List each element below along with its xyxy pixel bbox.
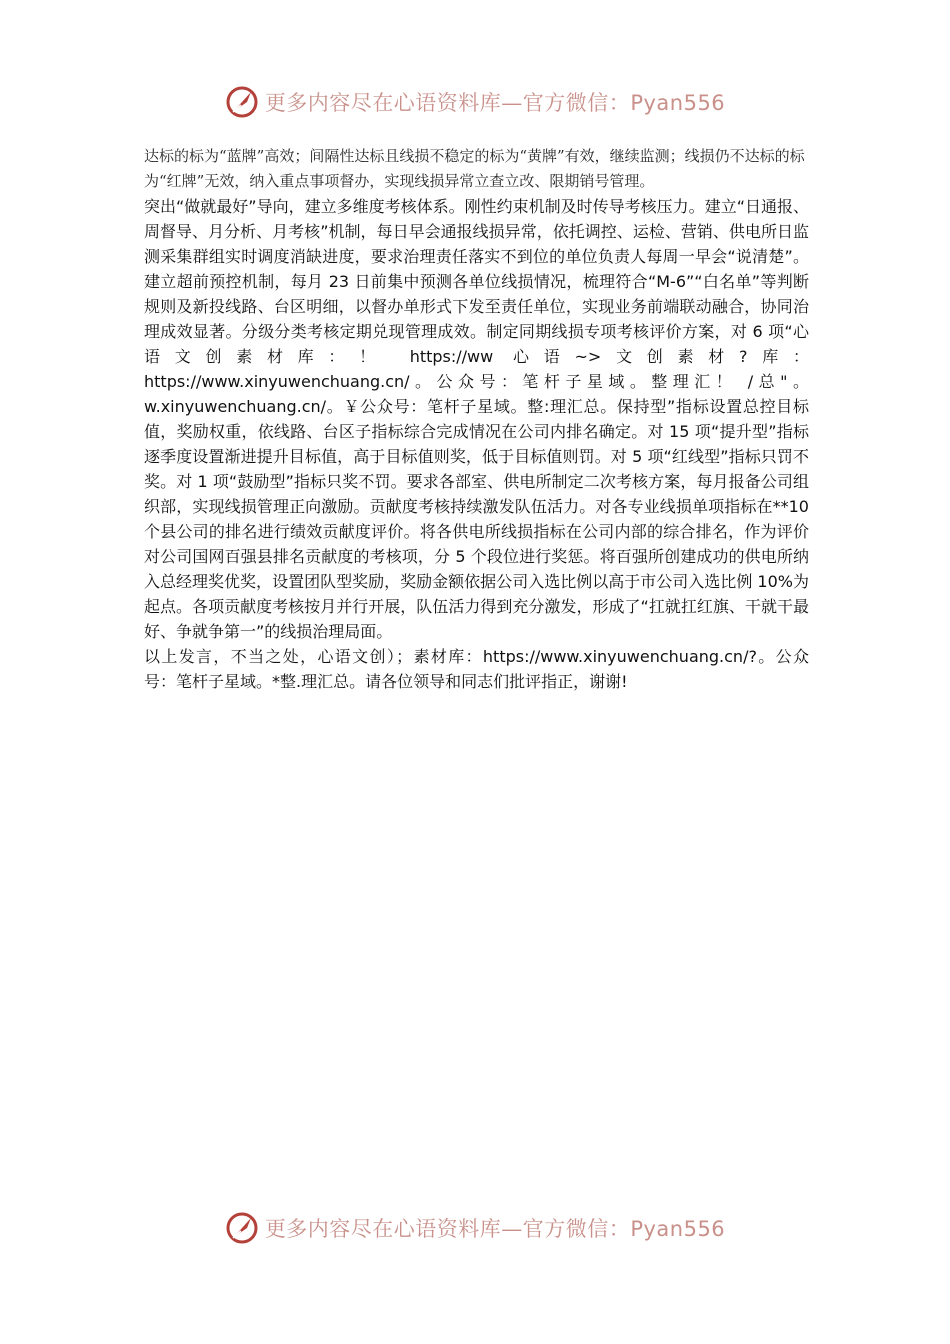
paragraph-1: 达标的标为“蓝牌”高效；间隔性达标且线损不稳定的标为“黄牌”有效，继续监测；线损仍不达标的标为“红牌”无效，纳入重点事项督办，实现线损异常立查立改、限期销号管理。	[144, 147, 805, 190]
paragraph-3: 以上发言，不当之处，心语文创）；素材库：https://www.xinyuwenchuang.cn/?。公众号：笔杆子星域。*整.理汇总。请各位领导和同志们批评指正，谢谢!	[144, 647, 809, 691]
header-banner	[0, 82, 950, 122]
wechat-id: Pyan556	[630, 91, 726, 115]
quill-logo-icon	[225, 1211, 259, 1245]
document-body	[144, 144, 809, 694]
quill-logo-icon	[225, 85, 259, 119]
wechat-id: Pyan556	[630, 1217, 726, 1241]
banner-text: 更多内容尽在心语资料库—官方微信：Pyan556	[264, 91, 726, 115]
banner-text: 更多内容尽在心语资料库—官方微信：Pyan556	[264, 1217, 726, 1241]
footer-banner	[0, 1208, 950, 1248]
paragraph-2: 突出“做就最好”导向，建立多维度考核体系。刚性约束机制及时传导考核压力。建立“日通报、周督导、月分析、月考核”机制，每日早会通报线损异常，依托调控、运检、营销、供电所日监测采集群组实时调度消缺进度，要求治理责任落实不到位的单位负责人每周一早会“说清楚”。建立超前预控机制，每月 23 日前集中预测各单位线损情况，梳理符合“M-6”“白名单”等判断规则及新投线路、台区明细，以督办单形式下发至责任单位，实现业务前端联动融合，协同治理成效显著。分级分类考核定期兑现管理成效。制定同期线损专项考核评价方案，对 6 项“心语文创素材库：！ https://ww 心语~>文创素材?库： https://www.xinyuwenchuang.cn/。公众号：笔杆子星域。整理汇！ /总"。w.xinyuwenchuang.cn/。￥公众号：笔杆子星域。整:理汇总。保持型”指标设置总控目标值，奖励权重，依线路、台区子指标综合完成情况在公司内排名确定。对 15 项“提升型”指标逐季度设置渐进提升目标值，高于目标值则奖，低于目标值则罚。对 5 项“红线型”指标只罚不奖。对 1 项“鼓励型”指标只奖不罚。要求各部室、供电所制定二次考核方案，每月报备公司组织部，实现线损管理正向激励。贡献度考核持续激发队伍活力。对各专业线损单项指标在**10 个县公司的排名进行绩效贡献度评价。将各供电所线损指标在公司内部的综合排名，作为评价对公司国网百强县排名贡献度的考核项，分 5 个段位进行奖惩。将百强所创建成功的供电所纳入总经理奖优奖，设置团队型奖励，奖励金额依据公司入选比例以高于市公司入选比例 10%为起点。各项贡献度考核按月并行开展，队伍活力得到充分激发，形成了“扛就扛红旗、干就干最好、争就争第一”的线损治理局面。	[144, 197, 809, 641]
